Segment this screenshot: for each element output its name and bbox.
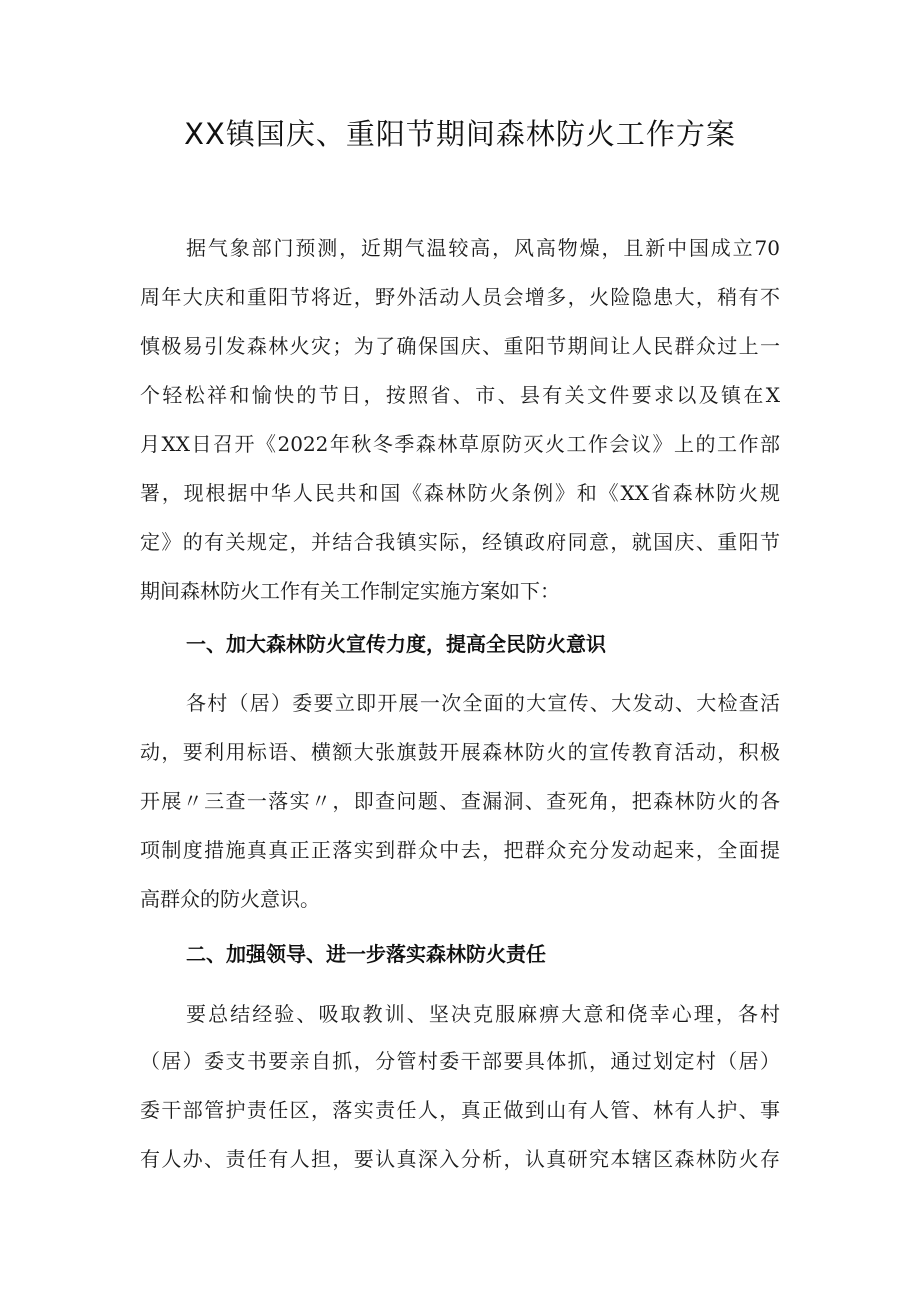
section-heading: 二、加强领导、进一步落实森林防火责任 xyxy=(186,942,546,966)
paragraph-line: 各村（居）委要立即开展一次全面的大宣传、大发动、大检查活 xyxy=(186,691,780,715)
document-title: XX镇国庆、重阳节期间森林防火工作方案 xyxy=(184,117,736,151)
paragraph-line: 月XX日召开《2022年秋冬季森林草原防灭火工作会议》上的工作部 xyxy=(140,432,780,456)
paragraph-line: 委干部管护责任区，落实责任人，真正做到山有人管、林有人护、事 xyxy=(140,1098,780,1122)
paragraph-line: 期间森林防火工作有关工作制定实施方案如下： xyxy=(140,579,560,603)
paragraph-line: 开展〃三查一落实〃，即查问题、查漏洞、查死角，把森林防火的各 xyxy=(140,789,780,813)
paragraph-line: 项制度措施真真正正落实到群众中去，把群众充分发动起来，全面提 xyxy=(140,838,780,862)
paragraph-line: 个轻松祥和愉快的节日，按照省、市、县有关文件要求以及镇在X xyxy=(140,383,780,407)
paragraph-line: 有人办、责任有人担，要认真深入分析，认真研究本辖区森林防火存 xyxy=(140,1147,780,1171)
paragraph-line: 高群众的防火意识。 xyxy=(140,887,320,911)
paragraph-line: 署，现根据中华人民共和国《森林防火条例》和《XX省森林防火规 xyxy=(140,481,780,505)
paragraph-line: 定》的有关规定，并结合我镇实际，经镇政府同意，就国庆、重阳节 xyxy=(140,530,780,554)
section-heading: 一、加大森林防火宣传力度，提高全民防火意识 xyxy=(186,632,606,656)
paragraph-line: 据气象部门预测，近期气温较高，风高物燥，且新中国成立70 xyxy=(186,236,780,260)
paragraph-line: 要总结经验、吸取教训、坚决克服麻痹大意和侥幸心理，各村 xyxy=(186,1002,780,1026)
paragraph-line: 周年大庆和重阳节将近，野外活动人员会增多，火险隐患大，稍有不 xyxy=(140,285,780,309)
paragraph-line: 动，要利用标语、横额大张旗鼓开展森林防火的宣传教育活动，积极 xyxy=(140,740,780,764)
paragraph-line: （居）委支书要亲自抓，分管村委干部要具体抓，通过划定村（居） xyxy=(140,1049,780,1073)
paragraph-line: 慎极易引发森林火灾；为了确保国庆、重阳节期间让人民群众过上一 xyxy=(140,334,780,358)
